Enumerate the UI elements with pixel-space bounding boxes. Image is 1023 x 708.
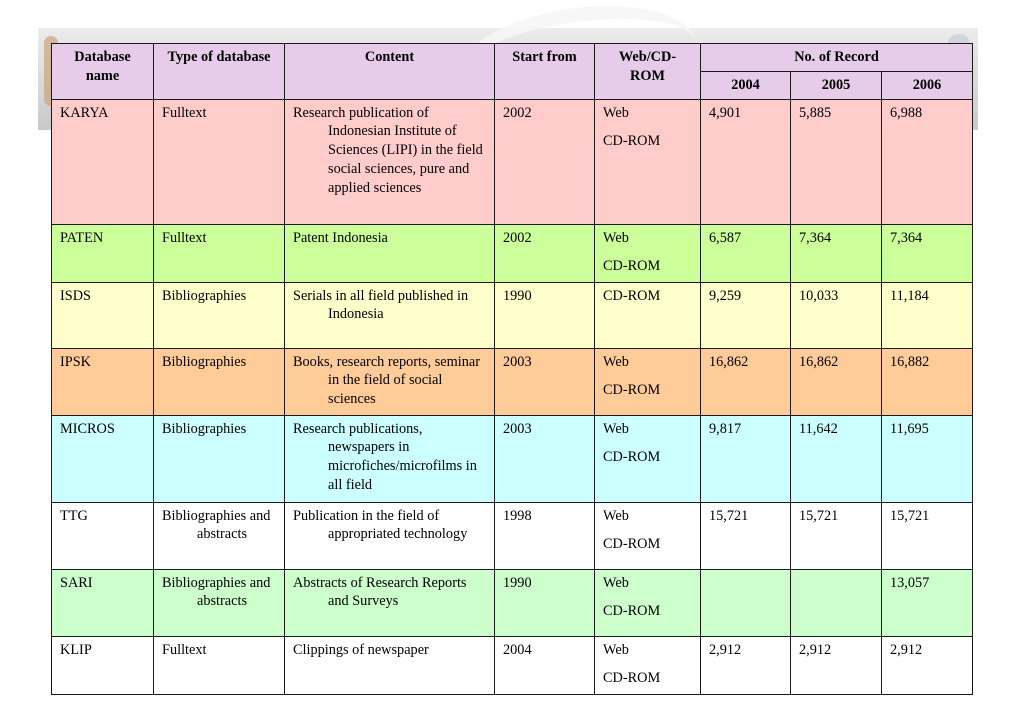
record-2005: 2,912 [791, 636, 882, 694]
database-content: Books, research reports, seminar in the field of social sciences [285, 348, 495, 415]
database-content: Abstracts of Research Reports and Surveys [285, 569, 495, 636]
record-2004: 6,587 [701, 224, 791, 282]
table-row [52, 282, 973, 348]
start-year: 2002 [495, 99, 595, 224]
header-type: Type of database [154, 44, 285, 100]
record-2004: 15,721 [701, 502, 791, 569]
web-cdrom: Web CD-ROM [595, 636, 701, 694]
database-content: Patent Indonesia [285, 224, 495, 282]
record-2004: 4,901 [701, 99, 791, 224]
database-records-table [51, 43, 973, 695]
database-name: TTG [52, 502, 154, 569]
database-name: KLIP [52, 636, 154, 694]
database-content: Research publications, newspapers in microfiches/microfilms in all field [285, 415, 495, 502]
web-cdrom: Web CD-ROM [595, 348, 701, 415]
start-year: 2002 [495, 224, 595, 282]
web-cdrom: CD-ROM [595, 282, 701, 348]
database-name: ISDS [52, 282, 154, 348]
record-2004: 2,912 [701, 636, 791, 694]
record-2005: 15,721 [791, 502, 882, 569]
record-2005: 16,862 [791, 348, 882, 415]
header-no-of-record: No. of Record [701, 44, 973, 72]
database-content: Publication in the field of appropriated technology [285, 502, 495, 569]
header-year-2006: 2006 [882, 71, 973, 99]
header-web-cdrom: Web/CD-ROM [595, 44, 701, 100]
table-row [52, 415, 973, 502]
header-year-2005: 2005 [791, 71, 882, 99]
table-row [52, 224, 973, 282]
record-2005: 10,033 [791, 282, 882, 348]
header-database-name: Database name [52, 44, 154, 100]
table-row [52, 502, 973, 569]
database-type: Bibliographies [154, 348, 285, 415]
database-type: Fulltext [154, 636, 285, 694]
database-name: IPSK [52, 348, 154, 415]
record-2006: 15,721 [882, 502, 973, 569]
header-start: Start from [495, 44, 595, 100]
record-2006: 11,695 [882, 415, 973, 502]
database-content: Serials in all field published in Indonesia [285, 282, 495, 348]
database-type: Bibliographies and abstracts [154, 502, 285, 569]
start-year: 1990 [495, 569, 595, 636]
header-year-2004: 2004 [701, 71, 791, 99]
record-2005: 7,364 [791, 224, 882, 282]
record-2006: 13,057 [882, 569, 973, 636]
start-year: 1990 [495, 282, 595, 348]
web-cdrom: Web CD-ROM [595, 99, 701, 224]
record-2005: 11,642 [791, 415, 882, 502]
record-2005 [791, 569, 882, 636]
start-year: 1998 [495, 502, 595, 569]
database-type: Fulltext [154, 224, 285, 282]
record-2004: 9,817 [701, 415, 791, 502]
record-2006: 16,882 [882, 348, 973, 415]
web-cdrom: Web CD-ROM [595, 224, 701, 282]
record-2005: 5,885 [791, 99, 882, 224]
record-2006: 7,364 [882, 224, 973, 282]
database-name: PATEN [52, 224, 154, 282]
web-cdrom: Web CD-ROM [595, 502, 701, 569]
record-2006: 6,988 [882, 99, 973, 224]
web-cdrom: Web CD-ROM [595, 569, 701, 636]
table-row [52, 636, 973, 694]
record-2004 [701, 569, 791, 636]
header-row [52, 44, 973, 72]
database-type: Bibliographies [154, 282, 285, 348]
database-content: Research publication of Indonesian Institute of Sciences (LIPI) in the field social sciences, pure and applied sciences [285, 99, 495, 224]
table-row [52, 569, 973, 636]
database-name: SARI [52, 569, 154, 636]
record-2006: 11,184 [882, 282, 973, 348]
table-row [52, 348, 973, 415]
database-type: Bibliographies and abstracts [154, 569, 285, 636]
header-content: Content [285, 44, 495, 100]
database-name: KARYA [52, 99, 154, 224]
start-year: 2003 [495, 348, 595, 415]
record-2006: 2,912 [882, 636, 973, 694]
database-content: Clippings of newspaper [285, 636, 495, 694]
record-2004: 16,862 [701, 348, 791, 415]
start-year: 2003 [495, 415, 595, 502]
database-name: MICROS [52, 415, 154, 502]
record-2004: 9,259 [701, 282, 791, 348]
table-row [52, 99, 973, 224]
web-cdrom: Web CD-ROM [595, 415, 701, 502]
database-type: Fulltext [154, 99, 285, 224]
start-year: 2004 [495, 636, 595, 694]
database-type: Bibliographies [154, 415, 285, 502]
